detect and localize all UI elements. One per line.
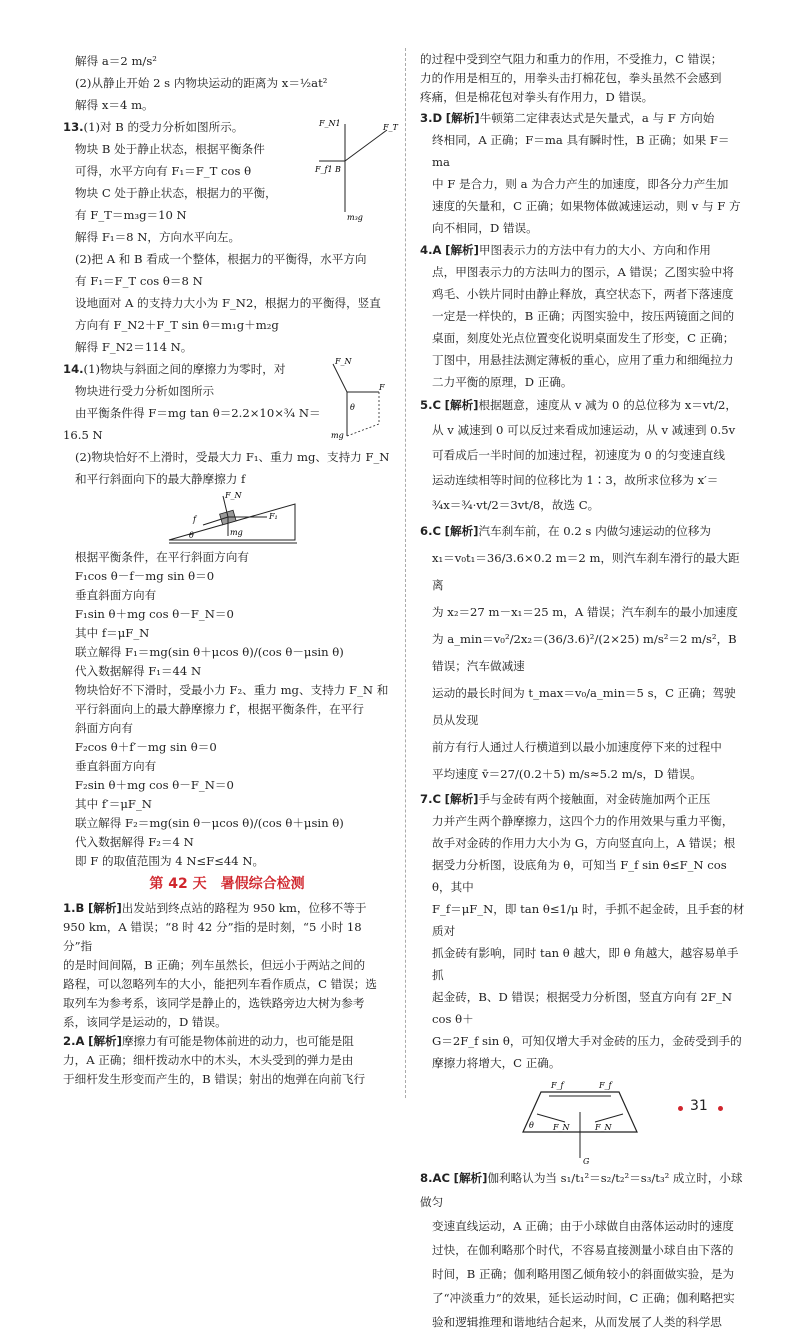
text-line: 从 v 减速到 0 可以反过来看成加速运动，从 v 减速到 0.5v [432,423,736,437]
force-label: f [193,515,196,524]
text-line: 有 F_T＝m₃g＝10 N [75,208,187,222]
dot-icon [678,1106,683,1111]
question-number: 5.C [420,398,441,412]
text-span: 摩擦力有可能是物体前进的动力，也可能是阻 [121,1034,354,1048]
text-line [420,107,746,129]
text-line: 950 km，A 错误；“8 时 42 分”指的是时刻，“5 小时 18 分”指 [63,920,362,953]
force-arrow [537,1114,565,1122]
analysis-tag: [解析] [88,901,122,915]
answer-4 [420,239,746,393]
text-line: 代入数据解得 F₂＝4 N [75,835,194,849]
question-number: 13. [63,120,84,134]
text-line: 丁图中，用悬挂法测定薄板的重心，应用了重力和细绳拉力 [432,353,734,367]
text-line [420,1166,746,1214]
text-line: 的是时间间隔，B 正确；列车虽然长，但远小于两站之间的 [63,958,366,972]
text-line: 速度的矢量和，C 正确；如果物体做减速运动，则 v 与 F 方 [432,199,741,213]
text-line [63,1032,391,1051]
answer-14-equations [63,548,391,871]
analysis-tag: [解析] [453,1171,488,1185]
text-line: 路程，可以忽略列车的大小，能把列车看作质点，C 错误；选 [63,977,377,991]
text-line: 了“冲淡重力”的效果，延长运动时间，C 正确；伽利略把实 [432,1291,735,1305]
answer-2 [63,1032,391,1089]
text-line: 鸡毛、小铁片同时由静止释放，真空状态下，两者下落速度 [432,287,734,301]
text-line: 故手对金砖的作用力大小为 G，方向竖直向上，A 错误；根 [432,836,736,850]
text-line: 为 a_min＝v₀²/2x₂＝(36/3.6)²/(2×25) m/s²＝2 m/s²，B 错误；汽车做减速 [432,632,737,673]
text-line: 代入数据解得 F₁＝44 N [75,664,202,678]
question-number: 1.B [63,901,85,915]
force-label: F_f1 [315,165,333,174]
text-span: (1)物块与斜面之间的摩擦力为零时，对 [83,362,286,376]
text-line: 平行斜面向上的最大静摩擦力 f′，根据平衡条件，在平行 [75,702,364,716]
text-line: 力并产生两个静摩擦力，这四个力的作用效果与重力平衡， [432,814,734,828]
brick-force-diagram-7 [515,1074,645,1166]
text-line: 设地面对 A 的支持力大小为 F_N2，根据力的平衡得，竖直 [75,296,381,310]
text-line: 联立解得 F₁＝mg(sin θ＋μcos θ)/(cos θ－μsin θ) [75,645,344,659]
text-line: F₂cos θ＋f′－mg sin θ＝0 [75,740,217,754]
text-line: 一定是一样快的，B 正确；丙图实验中，按压两镜面之间的 [432,309,735,323]
text-line: 和平行斜面向下的最大静摩擦力 f [75,472,246,486]
text-line: 向不相同，D 错误。 [432,221,538,235]
question-number: 7.C [420,792,441,806]
question-number: 8.AC [420,1171,450,1185]
page-number-text: 31 [690,1098,708,1114]
force-label: mg [230,528,243,537]
angle-label: θ [350,403,355,412]
text-line: 由平衡条件得 F＝mg tan θ＝2.2×10×¾ N＝ [75,406,321,420]
question-number: 3.D [420,111,443,125]
text-line: 物块 B 处于静止状态，根据平衡条件 [75,142,265,156]
text-line: 运动连续相等时间的位移比为 1∶3，故所求位移为 x′＝ [432,473,719,487]
force-label: F_N [225,491,242,500]
text-line: 的过程中受到空气阻力和重力的作用，不受推力，C 错误； [420,52,723,66]
force-arrow [595,1114,623,1122]
force-label: F₁ [269,512,278,521]
text-line: (2)从静止开始 2 s 内物块运动的距离为 x＝½at² [75,76,328,90]
text-line: x₁＝v₀t₁＝36/3.6×0.2 m＝2 m，则汽车刹车滑行的最大距离 [432,551,740,592]
force-label: F [379,383,385,392]
text-line: 桌面，刻度处光点位置变化说明桌面发生了形变，C 正确； [432,331,735,345]
text-line: 中 F 是合力，则 a 为合力产生的加速度，即各分力产生加 [432,177,729,191]
text-span: 根据题意，速度从 v 减为 0 的总位移为 x＝vt/2， [478,398,737,412]
column-divider [405,48,406,1098]
text-line: 疼痛，但是棉花包对拳头有作用力，D 错误。 [420,90,654,104]
text-line: F_f＝μF_N，即 tan θ≤1/μ 时，手抓不起金砖，且手套的材质对 [432,902,745,938]
answer-2-continued [420,50,746,107]
text-line: 为 x₂＝27 m－x₁＝25 m，A 错误；汽车刹车的最小加速度 [432,605,738,619]
question-number: 2.A [63,1034,85,1048]
angle-label: θ [529,1121,534,1130]
figure-holder [63,490,391,548]
force-diagram-14a [321,358,387,440]
force-label: F_T [383,123,398,132]
object-label: B [335,165,341,174]
text-line: 起金砖，B、D 错误；根据受力分析图，竖直方向有 2F_N cos θ＋ [432,990,733,1026]
question-number: 14. [63,362,84,376]
section-title: 第 42 天 暑假综合检测 [149,876,305,892]
text-span: 汽车刹车前，在 0.2 s 内做匀速运动的位移为 [478,524,712,538]
angle-label: θ [189,531,194,540]
text-line: 摩擦力将增大，C 正确。 [432,1056,561,1070]
question-number: 6.C [420,524,441,538]
text-line: 即 F 的取值范围为 4 N≤F≤44 N。 [75,854,265,868]
text-line: 二力平衡的原理，D 正确。 [432,375,573,389]
text-line: 16.5 N [63,428,103,442]
text-line: 于细杆发生形变而产生的，B 错误；射出的炮弹在向前飞行 [63,1072,366,1086]
force-diagram-13 [315,116,398,226]
text-line: 力的作用是相互的，用拳头击打棉花包，拳头虽然不会感到 [420,71,722,85]
text-line: F₁sin θ＋mg cos θ－F_N＝0 [75,607,234,621]
text-line: 抓金砖有影响，同时 tan θ 越大，即 θ 角越大，越容易单手抓 [432,946,739,982]
text-line: 垂直斜面方向有 [75,588,157,602]
analysis-tag: [解析] [445,111,480,125]
text-line: 垂直斜面方向有 [75,759,157,773]
text-line: 解得 F_N2＝114 N。 [75,340,193,354]
answer-8 [420,1166,746,1334]
text-line: 据受力分析图，设底角为 θ，可知当 F_f sin θ≤F_N cos θ，其中 [432,858,727,894]
text-line [420,518,746,545]
text-line: 前方有行人通过人行横道到以最小加速度停下来的过程中 [432,740,722,754]
right-column [420,50,746,1334]
text-line [420,393,746,418]
text-line: 变速直线运动，A 正确；由于小球做自由落体运动时的速度 [432,1219,734,1233]
text-line: (2)物块恰好不上滑时，受最大力 F₁、重力 mg、支持力 F_N [75,450,390,464]
text-line: 有 F₁＝F_T cos θ＝8 N [75,274,203,288]
text-span: 手与金砖有两个接触面，对金砖施加两个正压 [478,792,711,806]
force-label: G [583,1157,590,1166]
text-line: 斜面方向有 [75,721,133,735]
text-line: 取列车为参考系，该同学是静止的，选铁路旁边大树为参考 [63,996,365,1010]
text-line: 系，该同学是运动的，D 错误。 [63,1015,227,1029]
answer-14 [63,358,391,871]
text-span: 出发站到终点站的路程为 950 km，位移不等于 [121,901,367,915]
force-label: F_f [599,1081,612,1090]
text-line: 验和逻辑推理和谐地结合起来，从而发展了人类的科学思 [432,1315,722,1329]
text-line: (2)把 A 和 B 看成一个整体，根据力的平衡得，水平方向 [75,252,367,266]
text-line: 方向有 F_N2＋F_T sin θ＝m₁g＋m₂g [75,318,279,332]
text-span: 牛顿第二定律表达式是矢量式，a 与 F 方向始 [479,111,715,125]
text-line: 点，甲图表示力的方法叫力的图示，A 错误；乙图实验中将 [432,265,734,279]
analysis-tag: [解析] [445,243,479,257]
answer-5 [420,393,746,518]
text-line: 可看成后一半时间的加速过程，初速度为 0 的匀变速直线 [432,448,725,462]
answer-14-figure-block [63,358,391,446]
text-line: 解得 F₁＝8 N，方向水平向左。 [75,230,241,244]
text-line: 物块进行受力分析如图所示 [75,384,215,398]
text-line: 根据平衡条件，在平行斜面方向有 [75,550,249,564]
text-line: F₁cos θ－f－mg sin θ＝0 [75,569,215,583]
answer-13 [63,116,398,358]
answer-3 [420,107,746,239]
analysis-tag: [解析] [444,524,479,538]
text-line: G＝2F_f sin θ，可知仅增大手对金砖的压力，金砖受到手的 [432,1034,742,1048]
text-line [420,788,746,810]
incline-diagram-14b [163,490,303,548]
force-label: F_N1 [319,119,341,128]
text-line: 运动的最长时间为 t_max＝v₀/a_min＝5 s，C 正确；驾驶员从发现 [432,686,736,727]
text-line: 联立解得 F₂＝mg(sin θ－μcos θ)/(cos θ＋μsin θ) [75,816,344,830]
force-label: mg [331,431,344,440]
text-line [420,239,746,261]
force-label: m₃g [347,213,363,222]
force-label: F_N [595,1123,612,1132]
text-line: 其中 f′＝μF_N [75,797,152,811]
text-span: 伽利略认为当 s₁/t₁²＝s₂/t₂²＝s₃/t₃² 成立时，小球做匀 [420,1171,743,1209]
answer-1 [63,899,391,1032]
force-arrow [345,130,387,161]
left-column [63,50,398,1089]
text-line: 可得，水平方向有 F₁＝F_T cos θ [75,164,252,178]
text-line [63,899,391,918]
text-line: 过快，在伽利略那个时代，不容易直接测量小球自由下落的 [432,1243,734,1257]
text-line: ¾x＝¾·vt/2＝3vt/8，故选 C。 [432,498,600,512]
text-line: 其中 f＝μF_N [75,626,150,640]
force-label: F_N [553,1123,570,1132]
text-line: 时间，B 正确；伽利略用图乙倾角较小的斜面做实验，是为 [432,1267,735,1281]
guide-line [347,424,379,436]
force-arrow [333,364,347,392]
analysis-tag: [解析] [444,398,479,412]
force-label: F_N [335,357,352,366]
answer-6 [420,518,746,788]
text-line: 物块 C 处于静止状态，根据力的平衡， [75,186,277,200]
text-line: 平均速度 v̄＝27/(0.2＋5) m/s≈5.2 m/s，D 错误。 [432,767,702,781]
page-number [690,1098,708,1114]
force-label: F_f [551,1081,564,1090]
text-line: 终相同，A 正确；F＝ma 具有瞬时性，B 正确；如果 F＝ma [432,133,730,169]
dot-icon [718,1106,723,1111]
text-span: 甲图表示力的方法中有力的大小、方向和作用 [478,243,711,257]
text-span: (1)对 B 的受力分析如图所示。 [83,120,244,134]
question-number: 4.A [420,243,442,257]
analysis-tag: [解析] [444,792,479,806]
text-line: 物块恰好不下滑时，受最小力 F₂、重力 mg、支持力 F_N 和 [75,683,389,697]
figure-holder [420,1074,746,1166]
text-line: 解得 x＝4 m。 [75,98,154,112]
text-line: 解得 a＝2 m/s² [75,54,157,68]
text-line: 力，A 正确；细杆拨动水中的木头，木头受到的弹力是由 [63,1053,354,1067]
text-line: F₂sin θ＋mg cos θ－F_N＝0 [75,778,234,792]
analysis-tag: [解析] [88,1034,122,1048]
